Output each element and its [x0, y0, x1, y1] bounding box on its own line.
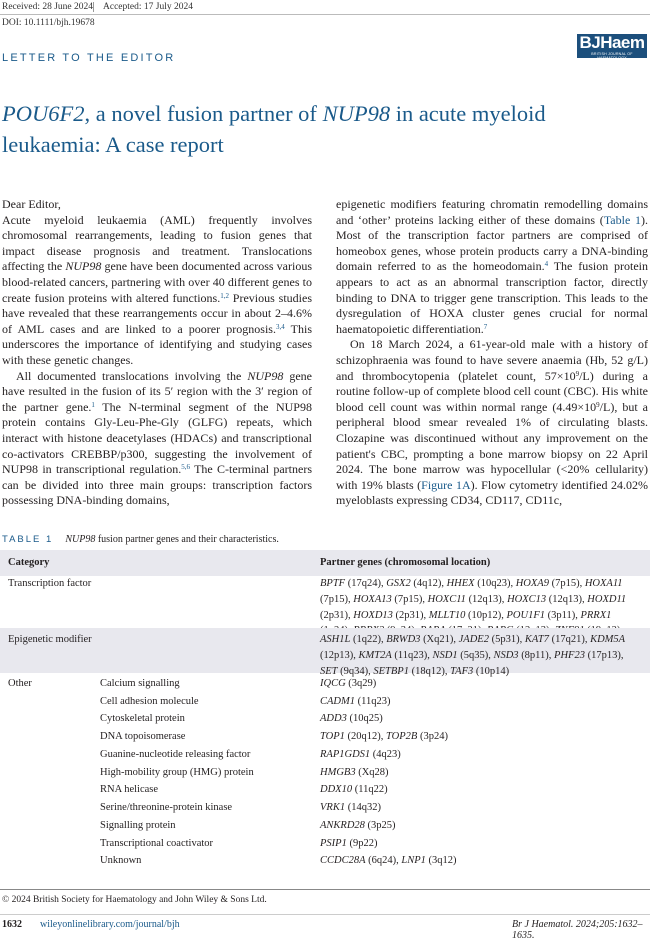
other-subcategory: Signalling protein	[100, 820, 176, 831]
genes-transcription: BPTF (17q24), GSX2 (4q12), HHEX (10q23), HOXA9 (7p15), HOXA11 (7p15), HOXA13 (7p15), HOXC11 (12q13), HOXC13 (12q13), HOXD11 (2p31), HOXD13 (2p31), MLLT10 (10p12), POU1F1 (3p11), PRRX1	[320, 578, 627, 621]
journal-reference: Br J Haematol. 2024;205:1632–1635.	[512, 919, 643, 941]
category-other: Other	[8, 678, 32, 689]
category-epigenetic: Epigenetic modifier	[8, 634, 92, 645]
other-genes: IQCG (3q29)	[320, 678, 377, 689]
other-genes: RAP1GDS1 (4q23)	[320, 749, 401, 760]
table-caption: TABLE 1 NUP98 fusion partner genes and their characteristics.	[2, 534, 279, 545]
other-subcategory: RNA helicase	[100, 784, 159, 795]
table-header	[0, 550, 650, 576]
footer-separator	[0, 914, 650, 915]
journal-url-link[interactable]: wileyonlinelibrary.com/journal/bjh	[40, 919, 180, 930]
section-label: LETTER TO THE EDITOR	[2, 52, 176, 64]
header-rule	[0, 14, 650, 15]
other-genes: VRK1 (14q32)	[320, 802, 381, 813]
other-subcategory: Cell adhesion molecule	[100, 696, 199, 707]
genes-epigenetic: ASH1L (1q22), BRWD3 (Xq21), JADE2 (5p31), KAT7 (17q21), KDM5A (12p13), KMT2A (11q23), NSD1 (5q35), NSD3 (8p11), PHF23 (17p13), SET (9q34), SETBP1 (18q12), TAF3 (10p14)	[320, 634, 626, 677]
other-genes: CCDC28A (6q24), LNP1 (3q12)	[320, 855, 457, 866]
other-subcategory: Unknown	[100, 855, 142, 866]
figure-link[interactable]: Figure 1A	[421, 477, 471, 492]
other-subcategory: Cytoskeletal protein	[100, 713, 185, 724]
other-subcategory: Guanine-nucleotide releasing factor	[100, 749, 251, 760]
doi[interactable]: DOI: 10.1111/bjh.19678	[2, 18, 95, 28]
table-link[interactable]: Table 1	[603, 212, 641, 227]
article-title: POU6F2, a novel fusion partner of NUP98 in acute myeloid leukaemia: A case report	[2, 101, 546, 157]
header-separator	[93, 2, 94, 12]
other-subcategory: Serine/threonine-protein kinase	[100, 802, 233, 813]
other-genes: TOP1 (20q12), TOP2B (3p24)	[320, 731, 448, 742]
other-genes: PSIP1 (9p22)	[320, 838, 378, 849]
other-subcategory: High-mobility group (HMG) protein	[100, 767, 254, 778]
other-subcategory: Calcium signalling	[100, 678, 180, 689]
other-genes: ANKRD28 (3p25)	[320, 820, 396, 831]
col-header-category: Category	[8, 557, 50, 568]
col-header-partner: Partner genes (chromosomal location)	[320, 557, 491, 568]
received-date: Received: 28 June 2024	[2, 2, 94, 12]
other-subcategory: Transcriptional coactivator	[100, 838, 214, 849]
other-subcategory: DNA topoisomerase	[100, 731, 186, 742]
accepted-date: Accepted: 17 July 2024	[103, 2, 193, 12]
other-genes: DDX10 (11q22)	[320, 784, 388, 795]
other-genes: HMGB3 (Xq28)	[320, 767, 389, 778]
logo-text: BJHaem	[579, 33, 645, 52]
category-transcription: Transcription factor	[8, 578, 92, 589]
footer-rule	[0, 889, 650, 890]
body-column-right: epigenetic modifiers featuring chromatin remodelling domains and ‘other’ proteins lacking either of these domains (Table 1). Most of the transcription factor partners are comprised of homeobox genes, whose protein products carry a DNA-binding domain referred to as the homeodomain.$^4$ The fusion protein appears to act as an abnormal transcription factor, directly binding to DNA to trigger gene transcription. This leads to the dysregulation of HOXA cluster genes crucial for normal haematopoietic differentiation.$^7$ On 18 March 2024, a 61-year-old male with a history of schizophraenia was found to have severe anaemia (Hb, 52 g/L) and thrombocytopenia (platelet count, $57\times 10^9/L$) during a routine follow-up of complete blood cell count (CBC). His white blood cell count was within normal range $(4.49\times 10^9/L)$, but a peripheral blood smear revealed 1% of circulating blasts. Clozapine was discontinued without any improvement on the patient's CBC, prompting a bone marrow biopsy on 22 April 2024. The bone marrow was hypocellular (<20% cellularity) with 19% blasts (Figure 1A). Flow cytometry identified 24.02% myeloblasts expressing CD34, CD117, CD11c,	[336, 197, 649, 508]
page-number: 1632	[2, 919, 22, 930]
logo-subtext: BRITISH JOURNAL OF HAEMATOLOGY	[591, 52, 633, 60]
other-genes: CADM1 (11q23)	[320, 696, 391, 707]
copyright: © 2024 British Society for Haematology and John Wiley & Sons Ltd.	[2, 895, 267, 905]
other-genes: ADD3 (10q25)	[320, 713, 383, 724]
body-column-left: Dear Editor, Acute myeloid leukaemia (AML) frequently involves chromosomal rearrangements, leading to fusion genes that impact disease prognosis and treatment. Translocations affecting the NUP98 gene have been documented across various blood-related cancers, partnering with over 40 different genes to create fusion proteins with altered functions.$^{1,2}$ Previous studies have revealed that these rearrangements occur in about 2–4.6% of AML cases and are linked to a poorer prognosis.$^{3,4}$ This underscores the importance of identifying and studying cases with these genetic changes. All documented translocations involving the NUP98 gene have resulted in the fusion of its 5′ region with the 3′ region of the partner gene.$^1$ The N-terminal segment of the NUP98 protein contains Gly-Leu-Phe-Gly (GLFG) repeats, which interact with histone deacetylases (HDACs) and transcriptional co-activators CREBBP/p300, suggesting the involvement of NUP98 in transcriptional regulation.$^{5,6}$ The C-terminal partners can be divided into three main groups: transcription factors possessing DNA-binding domains,	[2, 197, 313, 508]
journal-logo[interactable]	[577, 34, 647, 58]
